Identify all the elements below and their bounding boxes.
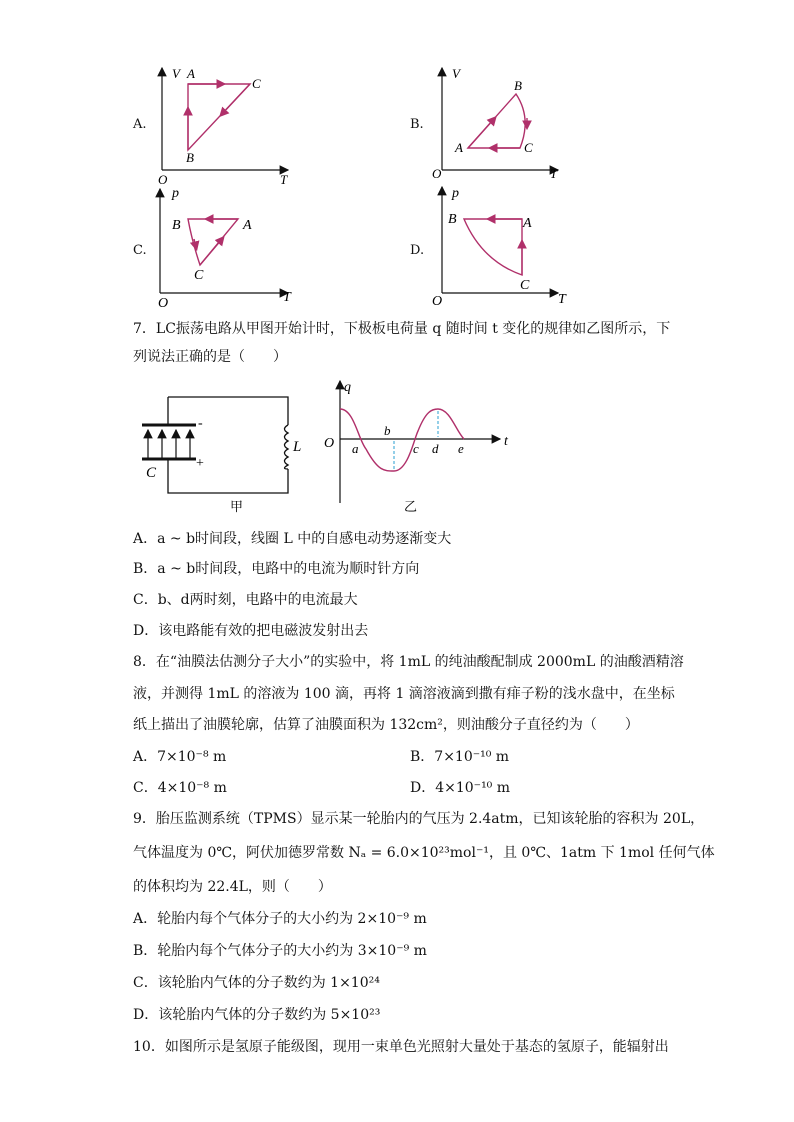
inductor-coil <box>285 425 289 469</box>
option-b-letter: B. <box>410 117 424 132</box>
graph-d-x-label: T <box>558 292 566 307</box>
q8-stem-line1: 8．在“油膜法估测分子大小”的实验中，将 1mL 的纯油酸配制成 2000mL 的油酸酒精溶 <box>133 654 684 670</box>
graph-a-point-a: A <box>187 66 195 81</box>
q9-stem-line3: 的体积均为 22.4L，则（ ） <box>133 879 332 895</box>
figure-yi-caption: 乙 <box>404 499 418 514</box>
qt-origin: O <box>324 436 335 451</box>
graph-d-origin: O <box>432 294 443 308</box>
q8-stem-line2: 液，并测得 1mL 的溶液为 100 滴，再将 1 滴溶液滴到撒有痱子粉的浅水盘中，在坐标 <box>133 686 675 702</box>
graph-d-point-b: B <box>448 212 457 227</box>
qt-point-e: e <box>458 441 464 456</box>
graph-b-x-label: T <box>550 166 558 181</box>
capacitor-label: C <box>146 465 157 481</box>
q9-stem-line1: 9．胎压监测系统（TPMS）显示某一轮胎内的气压为 2.4atm，已知该轮胎的容积为 20L， <box>133 811 705 827</box>
q10-stem-line1: 10．如图所示是氢原子能级图，现用一束单色光照射大量处于基态的氢原子，能辐射出 <box>133 1039 669 1055</box>
qt-graph-figure <box>318 375 518 515</box>
graph-c <box>150 183 300 308</box>
graph-a-origin: O <box>158 172 168 185</box>
q7-option-c[interactable]: C．b、d两时刻，电路中的电流最大 <box>133 592 358 608</box>
q8-option-b[interactable]: B．7×10⁻¹⁰ m <box>410 749 510 765</box>
graph-b-origin: O <box>432 166 442 181</box>
graph-d-point-c: C <box>520 278 530 293</box>
option-d-letter: D. <box>410 243 425 258</box>
graph-d-y-label: p <box>452 186 459 201</box>
q7-stem-line1: 7．LC振荡电路从甲图开始计时，下极板电荷量 q 随时间 t 变化的规律如乙图所示，下 <box>133 321 671 337</box>
q9-stem-line2: 气体温度为 0℃，阿伏加德罗常数 Nₐ = 6.0×10²³mol⁻¹，且 0℃、1atm 下 1mol 任何气体 <box>133 845 715 861</box>
q9-option-b[interactable]: B．轮胎内每个气体分子的大小约为 3×10⁻⁹ m <box>133 943 427 959</box>
q8-option-a[interactable]: A．7×10⁻⁸ m <box>133 749 227 765</box>
option-a-letter: A. <box>133 117 147 132</box>
graph-c-arrow-ca <box>200 239 222 265</box>
graph-a-x-label: T <box>280 172 288 185</box>
graph-b-point-a: A <box>455 140 463 155</box>
graph-b-cycle <box>468 94 525 148</box>
graph-b-y-label: V <box>452 66 460 81</box>
graph-a <box>150 60 300 185</box>
q8-stem-line3: 纸上描出了油膜轮廓，估算了油膜面积为 132cm²，则油酸分子直径约为（ ） <box>133 717 639 733</box>
qt-point-c: c <box>413 441 419 456</box>
graph-d-point-a: A <box>523 216 532 231</box>
graph-a-arrow-cb <box>222 84 250 114</box>
q7-option-b[interactable]: B．a ~ b时间段，电路中的电流为顺时针方向 <box>133 561 420 577</box>
q7-option-d[interactable]: D．该电路能有效的把电磁波发射出去 <box>133 623 369 639</box>
graph-c-origin: O <box>158 296 169 308</box>
graph-c-point-b: B <box>172 218 181 233</box>
qt-t-label: t <box>504 434 508 449</box>
graph-a-point-c: C <box>252 76 261 91</box>
graph-c-y-label: p <box>172 186 179 201</box>
graph-d-cycle <box>464 219 522 275</box>
inductor-label: L <box>293 439 302 455</box>
qt-curve <box>340 409 464 471</box>
qt-point-d: d <box>432 441 439 456</box>
graph-b-arrow-ab <box>468 119 494 148</box>
option-c-letter: C. <box>133 243 147 258</box>
graph-b-point-c: C <box>524 140 533 155</box>
graph-c-point-c: C <box>194 268 204 283</box>
q7-option-a[interactable]: A．a ~ b时间段，线圈 L 中的自感电动势逐渐变大 <box>133 531 452 547</box>
q8-option-d[interactable]: D．4×10⁻¹⁰ m <box>410 780 511 796</box>
q9-option-c[interactable]: C．该轮胎内气体的分子数约为 1×10²⁴ <box>133 975 380 991</box>
graph-c-point-a: A <box>243 218 252 233</box>
qt-point-b: b <box>384 423 391 438</box>
capacitor-plus-sign: + <box>196 456 204 471</box>
figure-jia-caption: 甲 <box>230 499 244 514</box>
q7-stem-line2: 列说法正确的是（ ） <box>133 349 287 365</box>
graph-c-cycle <box>188 219 238 265</box>
graph-a-point-b: B <box>186 150 194 165</box>
q9-option-a[interactable]: A．轮胎内每个气体分子的大小约为 2×10⁻⁹ m <box>133 911 427 927</box>
q9-option-d[interactable]: D．该轮胎内气体的分子数约为 5×10²³ <box>133 1007 381 1023</box>
q8-option-c[interactable]: C．4×10⁻⁸ m <box>133 780 227 796</box>
qt-q-label: q <box>344 380 351 395</box>
graph-b-point-b: B <box>514 78 522 93</box>
graph-b <box>428 60 578 185</box>
lc-circuit-figure <box>138 385 308 515</box>
capacitor-minus-sign: - <box>198 416 203 431</box>
graph-a-y-label: V <box>172 66 180 81</box>
graph-d <box>428 183 578 308</box>
graph-c-x-label: T <box>283 290 291 305</box>
qt-point-a: a <box>352 441 359 456</box>
